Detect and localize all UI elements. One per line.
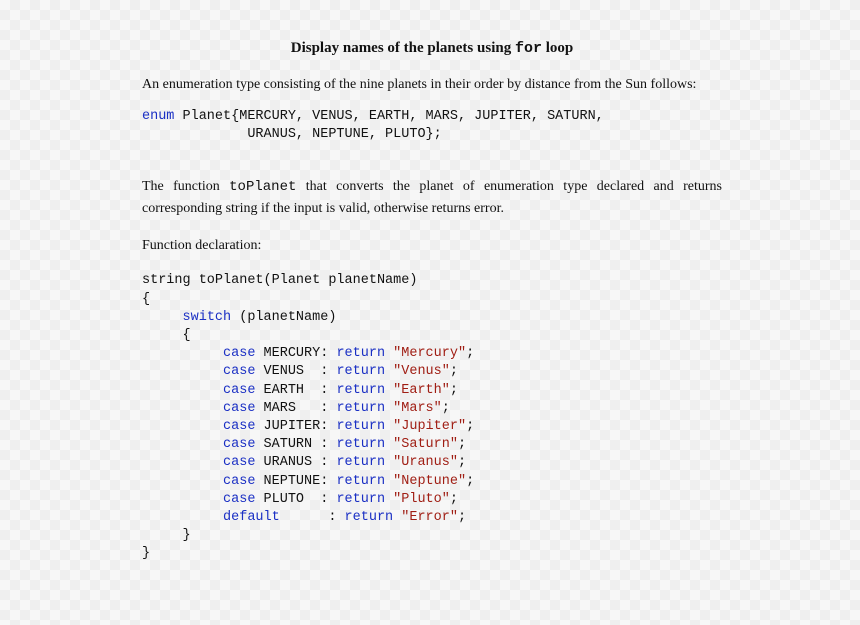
case-keyword: case xyxy=(223,400,256,416)
return-keyword: return xyxy=(336,473,386,489)
case-line xyxy=(142,436,722,454)
semicolon: ; xyxy=(457,455,467,471)
case-indent xyxy=(142,383,223,398)
return-value: "Mercury" xyxy=(385,346,467,362)
page-title xyxy=(142,38,722,58)
case-label: VENUS : xyxy=(255,364,337,380)
semicolon: ; xyxy=(449,491,458,507)
title-code: for xyxy=(514,40,542,57)
semicolon: ; xyxy=(466,346,475,362)
return-value: "Pluto" xyxy=(385,491,450,507)
function-signature: string toPlanet(Planet planetName) xyxy=(142,273,418,289)
case-keyword: case xyxy=(223,364,256,380)
return-value: "Venus" xyxy=(385,364,450,380)
case-label: EARTH : xyxy=(255,382,337,398)
case-indent xyxy=(142,492,223,507)
case-label: MERCURY: xyxy=(255,346,337,362)
default-keyword: default xyxy=(223,510,280,526)
description-code: toPlanet xyxy=(229,179,297,196)
enum-line-2: URANUS, NEPTUNE, PLUTO}; xyxy=(142,127,442,143)
return-value: "Mars" xyxy=(385,400,442,416)
case-indent xyxy=(142,401,223,416)
return-keyword: return xyxy=(336,491,386,507)
enum-line-1 xyxy=(142,108,722,126)
case-indent xyxy=(142,346,223,361)
switch-expression: (planetName) xyxy=(231,309,337,325)
case-label: PLUTO : xyxy=(255,491,337,507)
function-close-brace: } xyxy=(142,546,151,562)
case-keyword: case xyxy=(223,382,256,398)
enum-line-1-rest: Planet{MERCURY, VENUS, EARTH, MARS, JUPITER, SATURN, xyxy=(174,109,604,124)
case-keyword: case xyxy=(223,437,256,453)
description-after: that converts the planet of enumeration type declared and returns corresponding string if the input is valid, otherwise returns error. xyxy=(142,179,723,217)
return-keyword: return xyxy=(336,364,386,380)
function-open-brace: { xyxy=(142,291,151,307)
case-line xyxy=(142,454,722,472)
return-keyword: return xyxy=(336,437,386,453)
case-line xyxy=(142,345,722,363)
default-return-keyword: return xyxy=(344,510,394,526)
return-keyword: return xyxy=(336,400,386,416)
switch-indent xyxy=(142,310,183,325)
switch-open-brace: { xyxy=(142,328,191,344)
default-indent xyxy=(142,510,223,525)
default-return-value: "Error" xyxy=(393,510,458,526)
title-prefix: Display names of the planets using xyxy=(290,40,515,56)
description-paragraph xyxy=(142,176,722,219)
case-keyword: case xyxy=(223,491,256,507)
intro-paragraph: An enumeration type consisting of the nine planets in their order by distance from the Sun follows: xyxy=(142,77,697,92)
semicolon: ; xyxy=(449,382,458,398)
case-line xyxy=(142,473,722,491)
title-suffix: loop xyxy=(541,40,574,56)
semicolon: ; xyxy=(466,473,475,489)
case-line xyxy=(142,382,722,400)
enum-keyword: enum xyxy=(142,109,175,124)
case-indent xyxy=(142,474,223,489)
default-semicolon: ; xyxy=(457,510,467,526)
case-indent xyxy=(142,455,223,470)
semicolon: ; xyxy=(466,419,475,435)
case-label: SATURN : xyxy=(255,437,337,453)
semicolon: ; xyxy=(457,437,467,453)
case-label: JUPITER: xyxy=(255,419,337,435)
case-list xyxy=(142,345,722,509)
case-line xyxy=(142,400,722,418)
return-keyword: return xyxy=(336,455,386,471)
return-keyword: return xyxy=(336,382,386,398)
return-value: "Jupiter" xyxy=(385,419,467,435)
default-colon: : xyxy=(279,510,345,526)
description-before: The function xyxy=(142,179,230,195)
case-indent xyxy=(142,419,223,434)
case-keyword: case xyxy=(223,473,256,489)
case-line xyxy=(142,363,722,381)
declaration-label: Function declaration: xyxy=(142,238,262,254)
case-line xyxy=(142,491,722,509)
case-keyword: case xyxy=(223,346,256,362)
return-keyword: return xyxy=(336,419,386,435)
enum-code-block xyxy=(142,108,722,144)
case-indent xyxy=(142,437,223,452)
return-value: "Neptune" xyxy=(385,473,467,489)
function-code-block xyxy=(142,272,722,563)
semicolon: ; xyxy=(441,400,450,416)
default-line xyxy=(142,509,722,527)
case-indent xyxy=(142,364,223,379)
switch-close-brace: } xyxy=(142,528,191,544)
case-line xyxy=(142,418,722,436)
case-label: URANUS : xyxy=(255,455,337,471)
switch-line xyxy=(142,309,722,327)
switch-keyword: switch xyxy=(182,309,232,325)
case-keyword: case xyxy=(223,419,256,435)
case-label: MARS : xyxy=(255,400,337,416)
case-keyword: case xyxy=(223,455,256,471)
return-keyword: return xyxy=(336,346,386,362)
return-value: "Saturn" xyxy=(385,437,458,453)
semicolon: ; xyxy=(449,364,458,380)
return-value: "Earth" xyxy=(385,382,450,398)
return-value: "Uranus" xyxy=(385,455,458,471)
case-label: NEPTUNE: xyxy=(255,473,337,489)
document xyxy=(142,38,722,564)
